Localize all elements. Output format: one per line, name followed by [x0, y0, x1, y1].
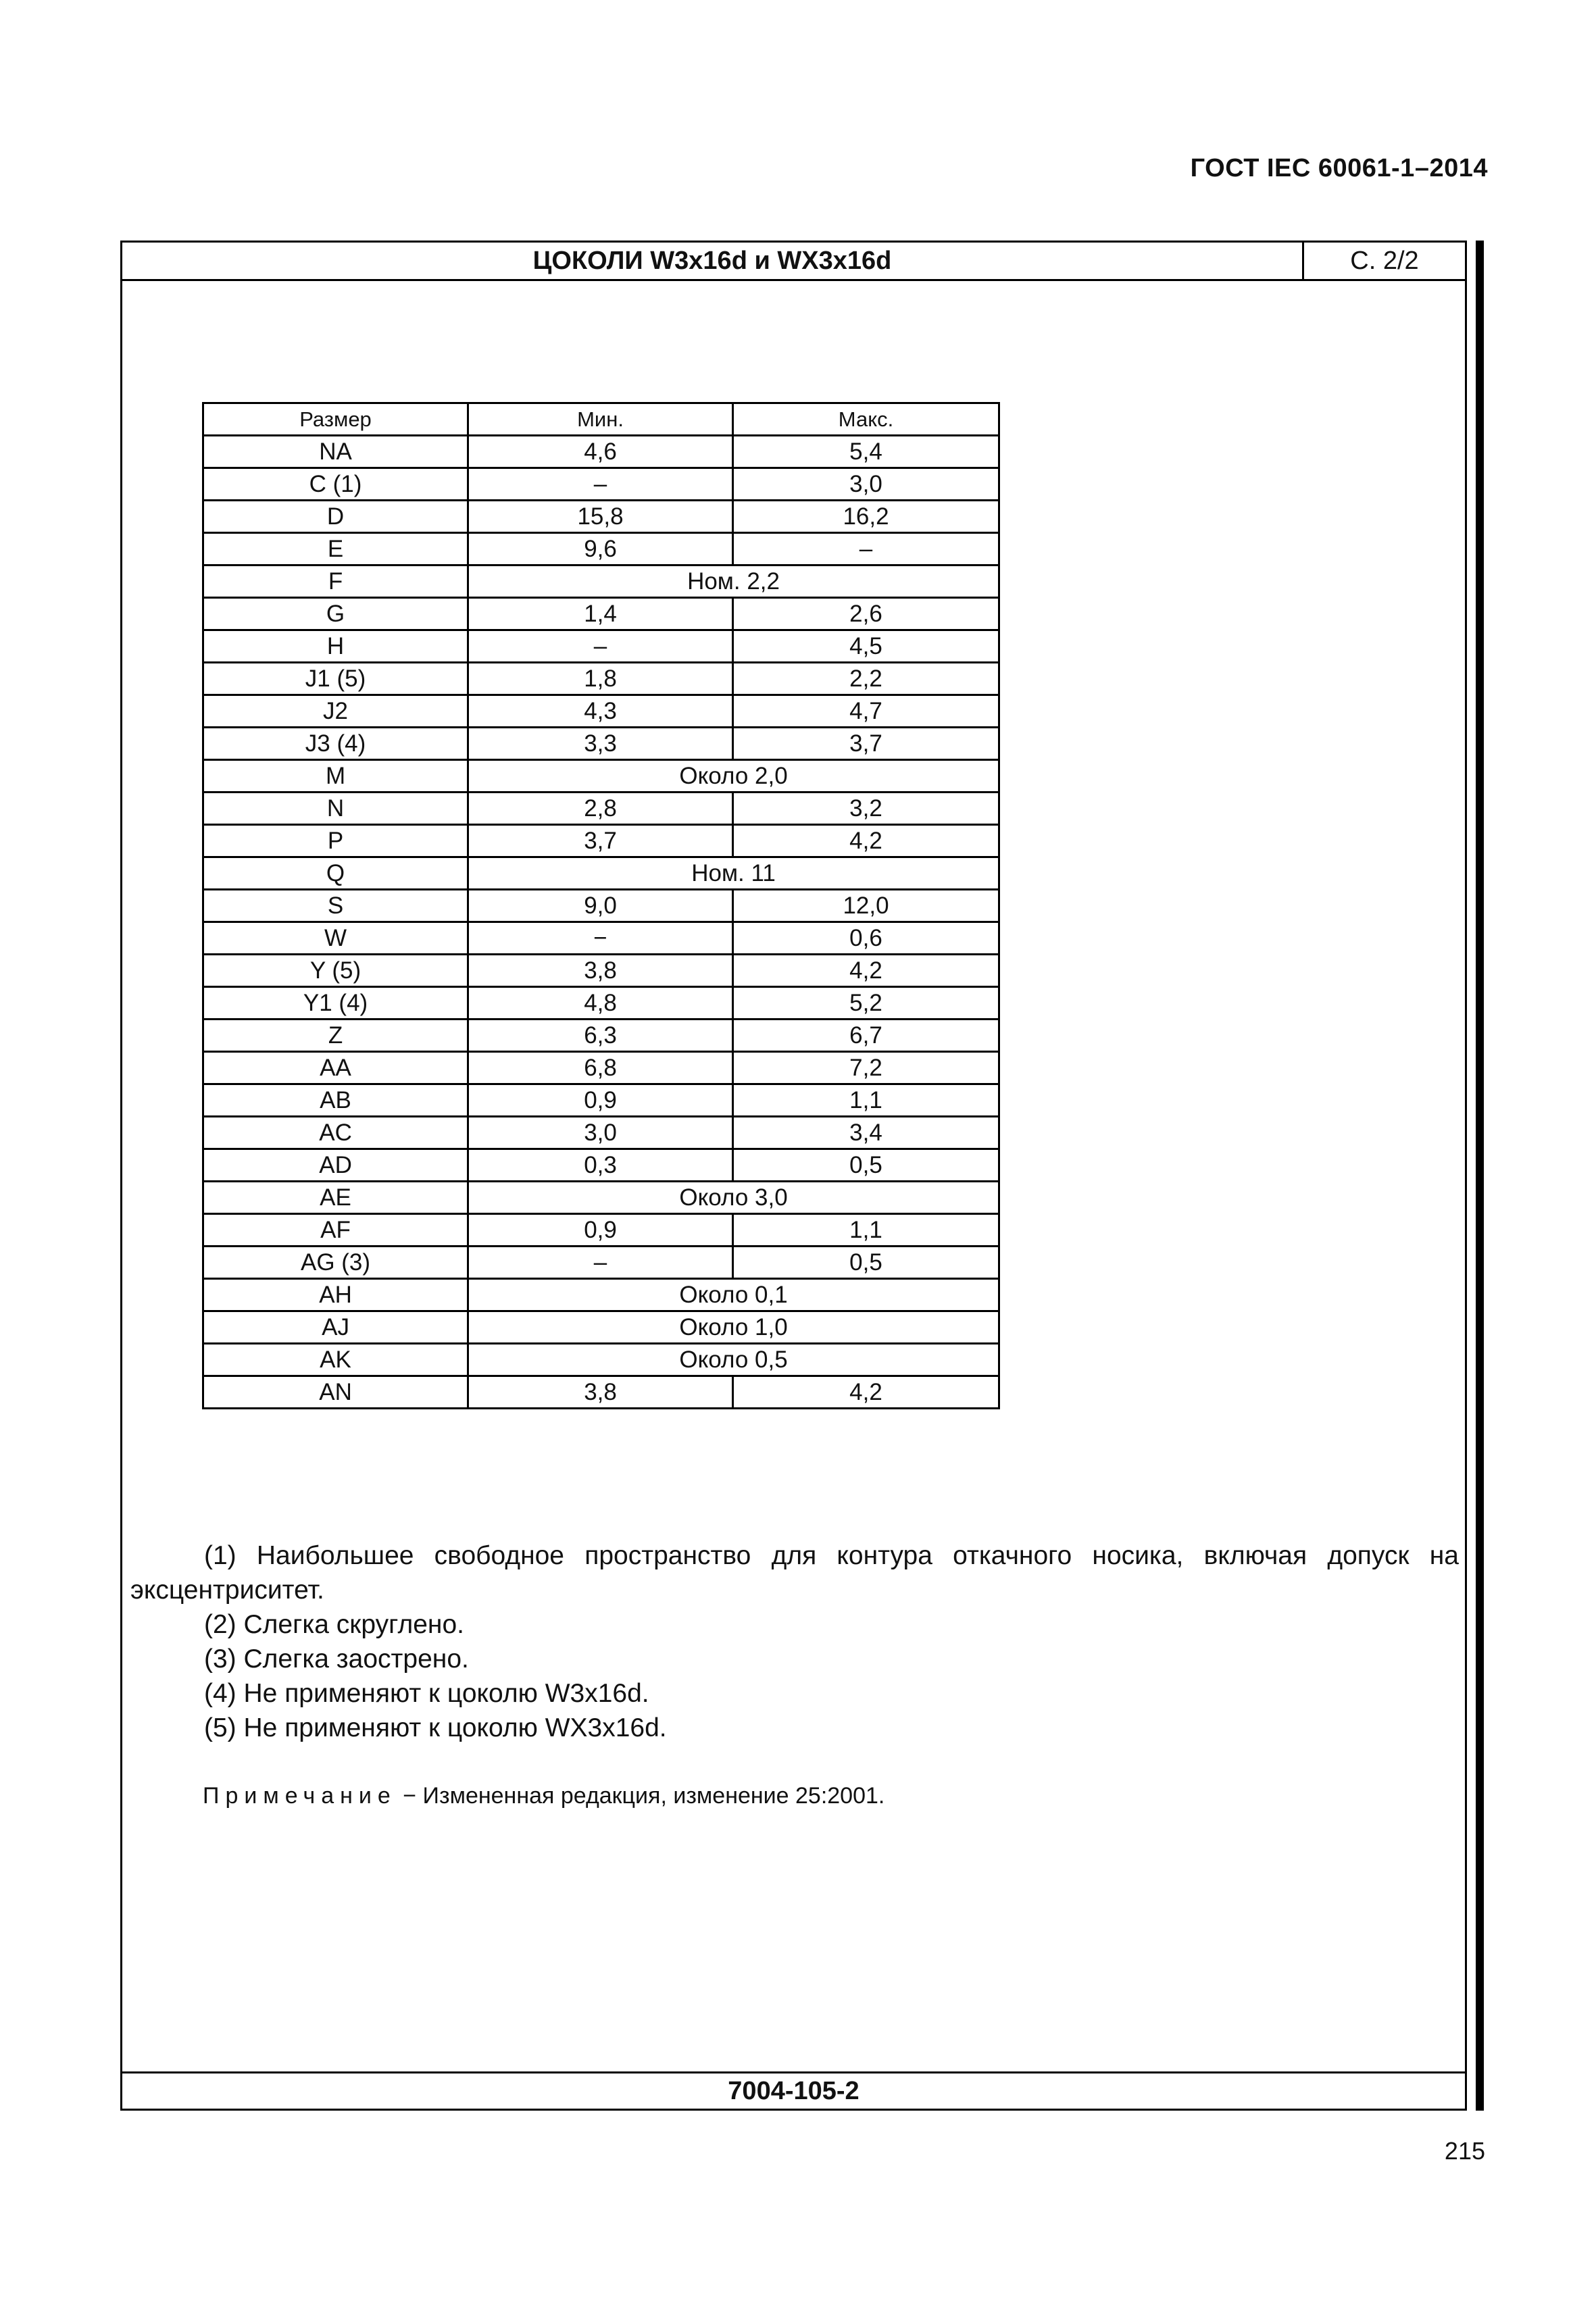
cell-nominal: Около 2,0 — [468, 760, 999, 793]
footnote-4: (4) Не применяют к цоколю W3x16d. — [204, 1679, 649, 1708]
cell-min: – — [468, 630, 733, 663]
cell-dimension: NA — [203, 436, 468, 468]
cell-dimension: Y1 (4) — [203, 987, 468, 1020]
cell-min: 15,8 — [468, 501, 733, 533]
dimensions-table — [202, 402, 1000, 1409]
cell-dimension: M — [203, 760, 468, 793]
cell-nominal: Ном. 11 — [468, 857, 999, 890]
cell-dimension: J1 (5) — [203, 663, 468, 695]
table-row — [203, 1084, 999, 1117]
table-row — [203, 1214, 999, 1247]
table-row — [203, 436, 999, 468]
cell-dimension: G — [203, 598, 468, 630]
footnote-1: (1) Наибольшее свободное пространство для контура откачного носика, включая допуск на эксцентриситет. — [130, 1541, 1459, 1605]
cell-dimension: AN — [203, 1376, 468, 1409]
cell-max: 12,0 — [733, 890, 999, 922]
table-row — [203, 1052, 999, 1084]
cell-max: 1,1 — [733, 1084, 999, 1117]
cell-dimension: P — [203, 825, 468, 857]
footnote-3: (3) Слегка заострено. — [204, 1644, 469, 1674]
table-row — [203, 501, 999, 533]
table-row — [203, 1247, 999, 1279]
cell-max: 3,4 — [733, 1117, 999, 1149]
cell-min: – — [468, 1247, 733, 1279]
remark-text: − Измененная редакция, изменение 25:2001. — [403, 1783, 885, 1809]
sheet-header — [122, 243, 1465, 281]
cell-min: 2,8 — [468, 793, 733, 825]
cell-min: 3,8 — [468, 1376, 733, 1409]
cell-dimension: AD — [203, 1149, 468, 1182]
cell-min: – — [468, 468, 733, 501]
cell-min: 9,6 — [468, 533, 733, 565]
cell-min: 0,3 — [468, 1149, 733, 1182]
frame-right-bar — [1476, 241, 1484, 2111]
cell-max: 4,2 — [733, 1376, 999, 1409]
cell-dimension: C (1) — [203, 468, 468, 501]
cell-min: 3,7 — [468, 825, 733, 857]
cell-min: 3,8 — [468, 955, 733, 987]
cell-max: 0,5 — [733, 1247, 999, 1279]
table-header-row — [203, 403, 999, 436]
table-row — [203, 533, 999, 565]
table-row — [203, 760, 999, 793]
column-header-size: Размер — [203, 403, 468, 436]
cell-dimension: AH — [203, 1279, 468, 1311]
table-body — [203, 436, 999, 1409]
table-row — [203, 663, 999, 695]
cell-dimension: N — [203, 793, 468, 825]
table-row — [203, 825, 999, 857]
table-row — [203, 728, 999, 760]
table-row — [203, 1117, 999, 1149]
sheet-title: ЦОКОЛИ W3x16d и WX3x16d — [532, 247, 892, 275]
cell-max: 7,2 — [733, 1052, 999, 1084]
cell-min: − — [468, 922, 733, 955]
table-row — [203, 630, 999, 663]
cell-min: 4,6 — [468, 436, 733, 468]
cell-min: 9,0 — [468, 890, 733, 922]
cell-min: 1,4 — [468, 598, 733, 630]
cell-dimension: J3 (4) — [203, 728, 468, 760]
cell-max: 3,0 — [733, 468, 999, 501]
cell-dimension: Z — [203, 1020, 468, 1052]
cell-max: 4,2 — [733, 825, 999, 857]
table-row — [203, 1279, 999, 1311]
cell-max: 5,4 — [733, 436, 999, 468]
column-header-max: Макс. — [733, 403, 999, 436]
sheet-frame — [120, 241, 1467, 2111]
table-row — [203, 1149, 999, 1182]
cell-nominal: Ном. 2,2 — [468, 565, 999, 598]
page-number: 215 — [1444, 2137, 1485, 2165]
remark-label: Примечание — [203, 1783, 397, 1809]
cell-dimension: D — [203, 501, 468, 533]
cell-min: 6,8 — [468, 1052, 733, 1084]
column-header-min: Мин. — [468, 403, 733, 436]
cell-max: 0,5 — [733, 1149, 999, 1182]
remark — [203, 1783, 884, 1809]
cell-dimension: AE — [203, 1182, 468, 1214]
table-row — [203, 1376, 999, 1409]
cell-max: – — [733, 533, 999, 565]
table-row — [203, 793, 999, 825]
cell-dimension: AJ — [203, 1311, 468, 1344]
cell-dimension: H — [203, 630, 468, 663]
table-row — [203, 695, 999, 728]
table-row — [203, 565, 999, 598]
cell-dimension: Q — [203, 857, 468, 890]
cell-max: 2,6 — [733, 598, 999, 630]
cell-max: 4,2 — [733, 955, 999, 987]
cell-min: 6,3 — [468, 1020, 733, 1052]
cell-max: 3,7 — [733, 728, 999, 760]
standard-code: ГОСТ IEC 60061-1–2014 — [1190, 154, 1488, 182]
cell-max: 16,2 — [733, 501, 999, 533]
table-row — [203, 1344, 999, 1376]
cell-max: 3,2 — [733, 793, 999, 825]
cell-dimension: AC — [203, 1117, 468, 1149]
cell-dimension: F — [203, 565, 468, 598]
footnote-5: (5) Не применяют к цоколю WX3x16d. — [204, 1713, 667, 1742]
cell-dimension: AB — [203, 1084, 468, 1117]
cell-max: 1,1 — [733, 1214, 999, 1247]
table-row — [203, 922, 999, 955]
cell-min: 4,8 — [468, 987, 733, 1020]
cell-max: 0,6 — [733, 922, 999, 955]
cell-max: 4,7 — [733, 695, 999, 728]
cell-min: 0,9 — [468, 1214, 733, 1247]
cell-dimension: J2 — [203, 695, 468, 728]
cell-min: 1,8 — [468, 663, 733, 695]
cell-dimension: S — [203, 890, 468, 922]
table-row — [203, 1182, 999, 1214]
table-row — [203, 955, 999, 987]
cell-nominal: Около 3,0 — [468, 1182, 999, 1214]
table-row — [203, 598, 999, 630]
table-row — [203, 1020, 999, 1052]
footnotes — [130, 1538, 1459, 1745]
table-row — [203, 857, 999, 890]
table-row — [203, 987, 999, 1020]
sheet-page-ref: С. 2/2 — [1302, 243, 1465, 279]
sheet-number: 7004-105-2 — [122, 2071, 1465, 2109]
table-row — [203, 1311, 999, 1344]
cell-min: 0,9 — [468, 1084, 733, 1117]
cell-dimension: AK — [203, 1344, 468, 1376]
cell-dimension: AG (3) — [203, 1247, 468, 1279]
cell-min: 3,3 — [468, 728, 733, 760]
cell-nominal: Около 1,0 — [468, 1311, 999, 1344]
cell-dimension: E — [203, 533, 468, 565]
cell-dimension: W — [203, 922, 468, 955]
cell-max: 4,5 — [733, 630, 999, 663]
cell-dimension: AF — [203, 1214, 468, 1247]
table-row — [203, 468, 999, 501]
cell-min: 3,0 — [468, 1117, 733, 1149]
cell-min: 4,3 — [468, 695, 733, 728]
cell-max: 2,2 — [733, 663, 999, 695]
cell-max: 6,7 — [733, 1020, 999, 1052]
cell-dimension: AA — [203, 1052, 468, 1084]
cell-nominal: Около 0,5 — [468, 1344, 999, 1376]
footnote-2: (2) Слегка скруглено. — [204, 1610, 464, 1639]
cell-nominal: Около 0,1 — [468, 1279, 999, 1311]
cell-dimension: Y (5) — [203, 955, 468, 987]
cell-max: 5,2 — [733, 987, 999, 1020]
table-row — [203, 890, 999, 922]
